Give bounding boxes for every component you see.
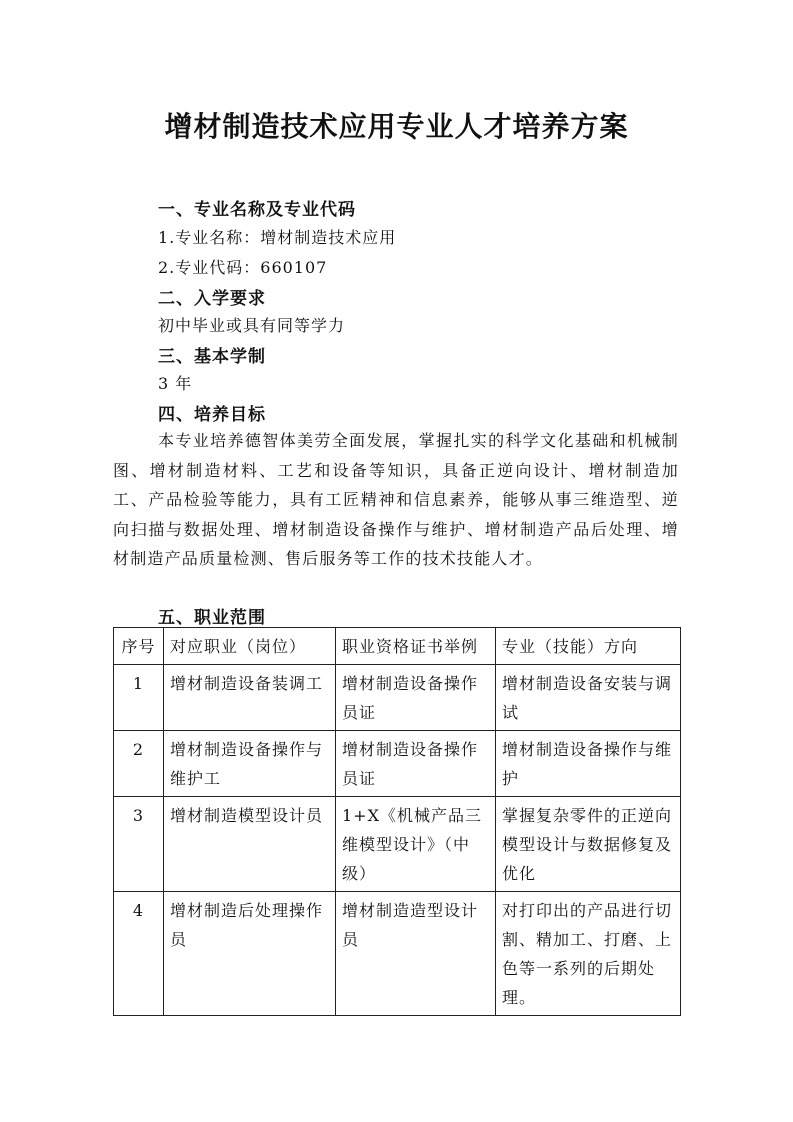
table-row: [114, 892, 681, 1016]
cell-index: 4: [114, 892, 164, 1016]
cell-occupation: 增材制造后处理操作员: [164, 892, 336, 1016]
section-heading-career-scope: 五、职业范围: [158, 608, 266, 628]
admission-text: 初中毕业或具有同等学力: [158, 316, 346, 335]
header-index: 序号: [114, 628, 164, 665]
cell-direction: 增材制造设备安装与调试: [496, 665, 681, 731]
major-name-line: 1.专业名称：增材制造技术应用: [158, 228, 397, 247]
cell-direction: 增材制造设备操作与维护: [496, 731, 681, 797]
header-occupation: 对应职业（岗位）: [164, 628, 336, 665]
major-code-line: 2.专业代码：660107: [158, 258, 328, 277]
header-direction: 专业（技能）方向: [496, 628, 681, 665]
section-heading-duration: 三、基本学制: [158, 347, 266, 367]
cell-certificate: 增材制造造型设计员: [336, 892, 496, 1016]
cell-certificate: 增材制造设备操作员证: [336, 731, 496, 797]
section-heading-admission: 二、入学要求: [158, 289, 266, 309]
cell-direction: 对打印出的产品进行切割、精加工、打磨、上色等一系列的后期处理。: [496, 892, 681, 1016]
cell-index: 2: [114, 731, 164, 797]
table-row: [114, 797, 681, 892]
table-row: [114, 731, 681, 797]
table-row: [114, 665, 681, 731]
page-title: 增材制造技术应用专业人才培养方案: [164, 110, 629, 143]
section-heading-name-code: 一、专业名称及专业代码: [158, 200, 356, 220]
section-heading-objective: 四、培养目标: [158, 405, 266, 425]
objective-paragraph: 本专业培养德智体美劳全面发展，掌握扎实的科学文化基础和机械制图、增材制造材料、工艺和设备等知识，具备正逆向设计、增材制造加工、产品检验等能力，具有工匠精神和信息素养，能够从事三维造型、逆向扫描与数据处理、增材制造设备操作与维护、增材制造产品后处理、增材制造产品质量检测、售后服务等工作的技术技能人才。: [113, 431, 679, 569]
duration-text: 3 年: [158, 374, 193, 393]
cell-index: 1: [114, 665, 164, 731]
cell-occupation: 增材制造设备操作与维护工: [164, 731, 336, 797]
header-certificate: 职业资格证书举例: [336, 628, 496, 665]
cell-index: 3: [114, 797, 164, 892]
table-header-row: [114, 628, 681, 665]
cell-certificate: 增材制造设备操作员证: [336, 665, 496, 731]
cell-occupation: 增材制造设备装调工: [164, 665, 336, 731]
cell-direction: 掌握复杂零件的正逆向模型设计与数据修复及优化: [496, 797, 681, 892]
career-scope-table: [113, 627, 681, 1016]
cell-certificate: 1+X《机械产品三维模型设计》（中级）: [336, 797, 496, 892]
cell-occupation: 增材制造模型设计员: [164, 797, 336, 892]
